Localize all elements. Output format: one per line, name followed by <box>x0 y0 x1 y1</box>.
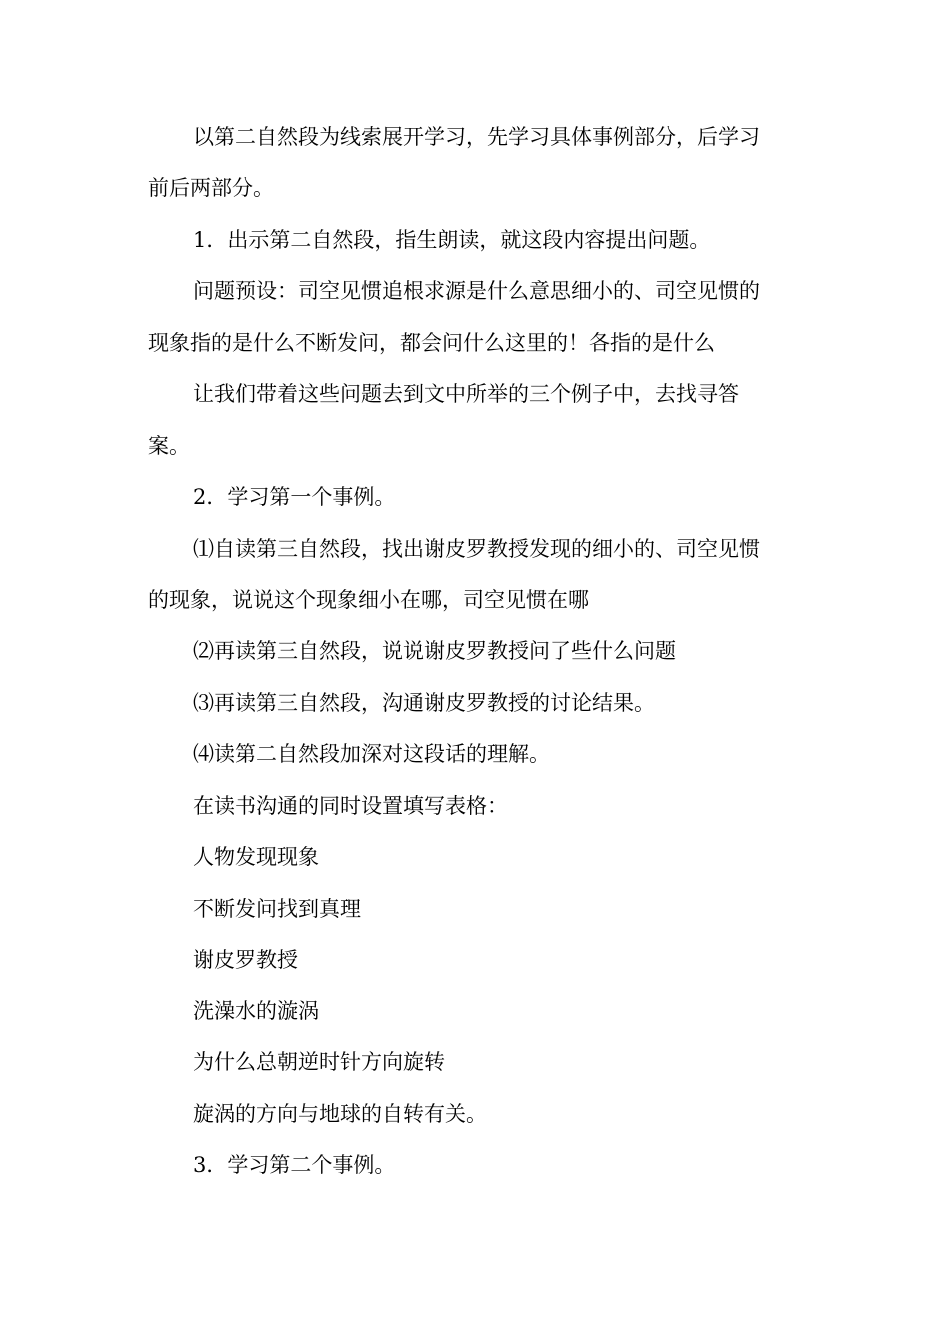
paragraph-line: ⑷读第二自然段加深对这段话的理解。 <box>193 742 550 766</box>
paragraph-line: ⑶再读第三自然段，沟通谢皮罗教授的讨论结果。 <box>193 691 655 715</box>
paragraph-line: 洗澡水的漩涡 <box>193 999 319 1023</box>
paragraph-line: 现象指的是什么不断发问，都会问什么这里的！各指的是什么 <box>148 331 715 355</box>
paragraph-line: 3．学习第二个事例。 <box>193 1153 396 1177</box>
paragraph-line: 2．学习第一个事例。 <box>193 485 396 509</box>
paragraph-line: ⑴自读第三自然段，找出谢皮罗教授发现的细小的、司空见惯 <box>193 537 760 561</box>
paragraph-line: 以第二自然段为线索展开学习，先学习具体事例部分，后学习 <box>193 125 760 149</box>
paragraph-line: ⑵再读第三自然段，说说谢皮罗教授问了些什么问题 <box>193 639 676 663</box>
paragraph-line: 在读书沟通的同时设置填写表格： <box>193 794 508 818</box>
paragraph-line: 的现象，说说这个现象细小在哪，司空见惯在哪 <box>148 588 589 612</box>
paragraph-line: 让我们带着这些问题去到文中所举的三个例子中，去找寻答 <box>193 382 739 406</box>
paragraph-line: 不断发问找到真理 <box>193 897 361 921</box>
paragraph-line: 为什么总朝逆时针方向旋转 <box>193 1050 445 1074</box>
paragraph-line: 人物发现现象 <box>193 845 319 869</box>
paragraph-line: 谢皮罗教授 <box>193 948 298 972</box>
paragraph-line: 案。 <box>148 434 190 458</box>
paragraph-line: 问题预设：司空见惯追根求源是什么意思细小的、司空见惯的 <box>193 279 760 303</box>
paragraph-line: 前后两部分。 <box>148 176 274 200</box>
paragraph-line: 旋涡的方向与地球的自转有关。 <box>193 1102 487 1126</box>
paragraph-line: 1．出示第二自然段，指生朗读，就这段内容提出问题。 <box>193 228 711 252</box>
